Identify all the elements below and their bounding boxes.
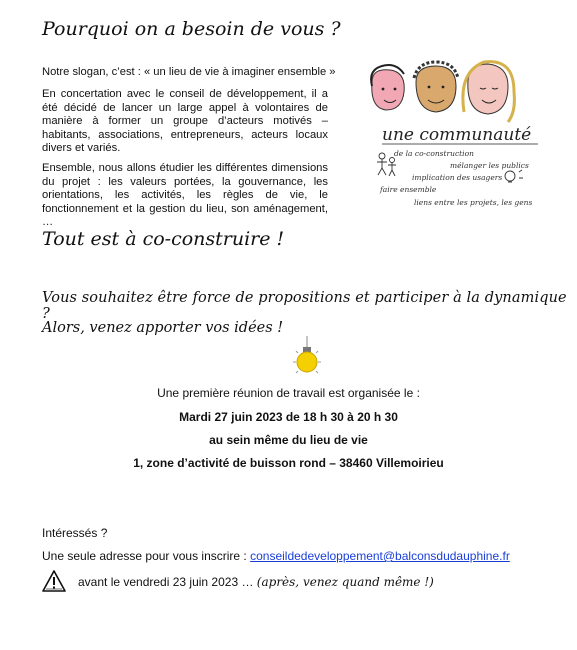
illustration-word-4: faire ensemble xyxy=(380,185,437,194)
meeting-date: Mardi 27 juin 2023 de 18 h 30 à 20 h 30 xyxy=(179,410,398,424)
lightbulb-sketch-icon xyxy=(505,170,523,182)
face-right-icon xyxy=(463,62,515,122)
paragraph-ensemble: Ensemble, nous allons étudier les différentes dimensions du projet : les valeurs portées, la gouvernance, les orientations, les activités, les règles de vie, le fonctionnement et la gestion du lieu, son aménagement, … xyxy=(42,162,328,229)
face-left-icon xyxy=(371,65,404,110)
signup-line xyxy=(42,549,510,563)
illustration-word-5: liens entre les projets, les gens xyxy=(414,198,533,207)
illustration-title: une communauté xyxy=(382,125,532,145)
meeting-place: au sein même du lieu de vie xyxy=(209,433,368,447)
illustration-word-1: de la co-construction xyxy=(394,149,474,158)
illustration-word-2: mélanger les publics xyxy=(450,161,529,170)
lightbulb-icon xyxy=(292,336,322,378)
slogan-line: Notre slogan, c’est : « un lieu de vie à imaginer ensemble » xyxy=(42,66,336,78)
warning-icon xyxy=(42,570,66,592)
deadline-note: (après, venez quand même !) xyxy=(256,575,434,589)
deadline-line xyxy=(78,575,434,589)
heading-why-we-need-you: Pourquoi on a besoin de vous ? xyxy=(42,18,341,40)
heading-co-construct: Tout est à co-construire ! xyxy=(42,228,285,250)
paragraph-concertation: En concertation avec le conseil de développement, il a été décidé de lancer un large appel à volontaires de manière à former un groupe d’acteurs motivés – habitants, associations, entrepreneurs, acteurs locaux divers et variés. xyxy=(42,88,328,155)
cta-line-1: Vous souhaitez être force de propositions et participer à la dynamique ? xyxy=(42,290,567,322)
cta-line-2: Alors, venez apporter vos idées ! xyxy=(42,320,284,336)
meeting-address: 1, zone d’activité de buisson rond – 38460 Villemoirieu xyxy=(133,456,444,470)
signup-email-link[interactable]: conseildedeveloppement@balconsdudauphine.fr xyxy=(250,549,510,563)
meeting-intro: Une première réunion de travail est organisée le : xyxy=(157,386,420,400)
community-illustration xyxy=(342,52,542,222)
illustration-word-3: implication des usagers xyxy=(412,173,503,182)
deadline-text: avant le vendredi 23 juin 2023 … xyxy=(78,575,257,589)
interested-question: Intéressés ? xyxy=(42,526,108,540)
signup-prompt: Une seule adresse pour vous inscrire : xyxy=(42,549,251,563)
face-middle-icon xyxy=(414,62,458,112)
